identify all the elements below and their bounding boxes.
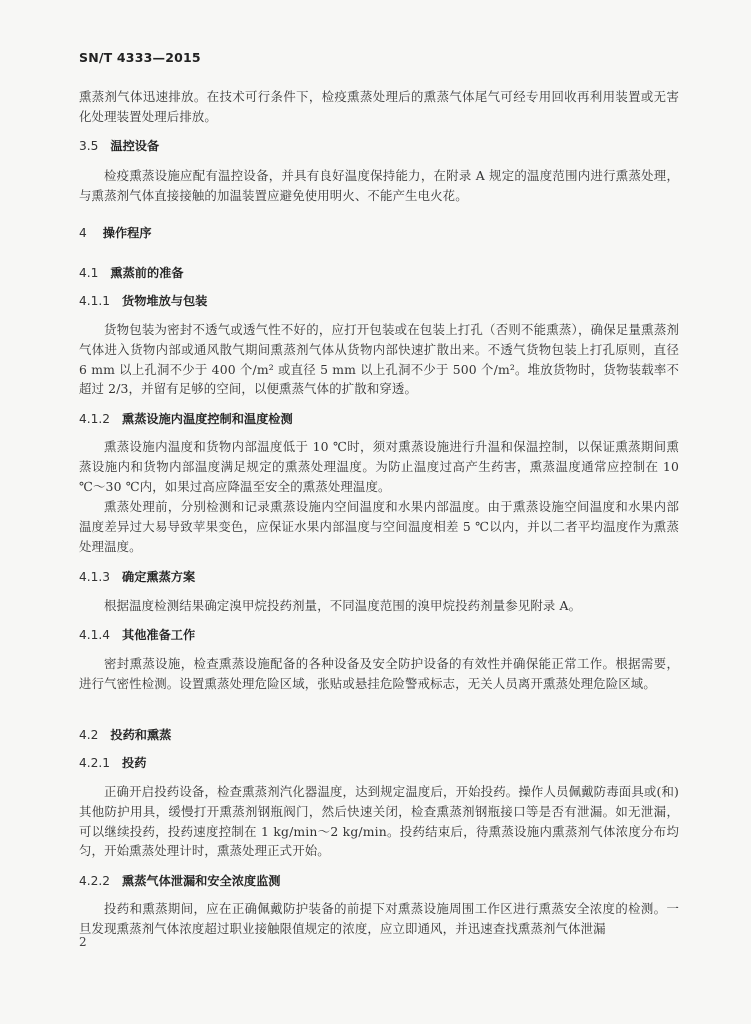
section-title: 温控设备 xyxy=(110,139,160,153)
section-4-2-2-paragraph: 投药和熏蒸期间，应在正确佩戴防护装备的前提下对熏蒸设施周围工作区进行熏蒸安全浓度的检测。一旦发现熏蒸剂气体浓度超过职业接触限值规定的浓度，应立即通风，并迅速查找熏蒸剂气体泄漏 xyxy=(79,901,679,936)
section-4-1-3-paragraph: 根据温度检测结果确定溴甲烷投药剂量，不同温度范围的溴甲烷投药剂量参见附录 A。 xyxy=(104,598,582,613)
section-4-2-2-heading xyxy=(79,872,280,889)
intro-paragraph: 熏蒸剂气体迅速排放。在技术可行条件下，检疫熏蒸处理后的熏蒸气体尾气可经专用回收再利用装置或无害化处理装置处理后排放。 xyxy=(79,89,679,124)
section-3-5-paragraph: 检疫熏蒸设施应配有温控设备，并具有良好温度保持能力，在附录 A 规定的温度范围内进行熏蒸处理，与熏蒸剂气体直接接触的加温装置应避免使用明火、不能产生电火花。 xyxy=(79,168,679,203)
section-number: 4.1.4 xyxy=(79,628,111,642)
page-number: 2 xyxy=(79,935,87,949)
section-4-1-heading xyxy=(79,264,184,281)
section-title: 确定熏蒸方案 xyxy=(122,570,196,584)
section-title: 货物堆放与包装 xyxy=(122,294,208,308)
section-number: 4.2 xyxy=(79,728,99,742)
section-number: 4 xyxy=(79,226,87,240)
section-number: 4.2.2 xyxy=(79,874,111,888)
section-4-heading xyxy=(79,224,152,241)
section-title: 熏蒸气体泄漏和安全浓度监测 xyxy=(122,874,281,888)
section-title: 熏蒸设施内温度控制和温度检测 xyxy=(122,412,293,426)
section-number: 4.1.3 xyxy=(79,570,111,584)
section-title: 投药 xyxy=(122,756,147,770)
section-number: 4.2.1 xyxy=(79,756,111,770)
section-title: 操作程序 xyxy=(102,226,152,240)
section-4-1-2-heading xyxy=(79,410,293,427)
section-title: 其他准备工作 xyxy=(122,628,196,642)
section-title: 投药和熏蒸 xyxy=(110,728,172,742)
section-title: 熏蒸前的准备 xyxy=(110,266,184,280)
section-4-1-2-paragraph-2: 熏蒸处理前，分别检测和记录熏蒸设施内空间温度和水果内部温度。由于熏蒸设施空间温度和水果内部温度差异过大易导致苹果变色，应保证水果内部温度与空间温度相差 5 ℃以内，并以二者平均温度作为熏蒸处理温度。 xyxy=(79,499,679,554)
section-number: 4.1.2 xyxy=(79,412,111,426)
section-4-2-heading xyxy=(79,726,171,743)
section-4-1-4-paragraph: 密封熏蒸设施，检查熏蒸设施配备的各种设备及安全防护设备的有效性并确保能正常工作。根据需要，进行气密性检测。设置熏蒸处理危险区域，张贴或悬挂危险警戒标志，无关人员离开熏蒸处理危险区域。 xyxy=(79,656,679,691)
section-3-5-heading xyxy=(79,137,159,154)
section-4-2-1-heading xyxy=(79,754,146,771)
section-4-1-4-heading xyxy=(79,626,195,643)
section-4-1-1-paragraph: 货物包装为密封不透气或透气性不好的，应打开包装或在包装上打孔（否则不能熏蒸），确保足量熏蒸剂气体进入货物内部或通风散气期间熏蒸剂气体从货物内部快速扩散出来。不透气货物包装上打孔原则，直径 6 mm 以上孔洞不少于 400 个/m² 或直径 5 mm 以上孔洞不少于 500 个/m²。堆放货物时，货物装载率不超过 2/3，并留有足够的空间，以便熏蒸气体的扩散和穿透。 xyxy=(79,322,679,397)
section-4-1-2-paragraph-1: 熏蒸设施内温度和货物内部温度低于 10 ℃时，须对熏蒸设施进行升温和保温控制，以保证熏蒸期间熏蒸设施内和货物内部温度满足规定的熏蒸处理温度。为防止温度过高产生药害，熏蒸温度通常应控制在 10 ℃～30 ℃内，如果过高应降温至安全的熏蒸处理温度。 xyxy=(79,439,679,494)
section-4-2-1-paragraph: 正确开启投药设备，检查熏蒸剂汽化器温度，达到规定温度后，开始投药。操作人员佩戴防毒面具或(和)其他防护用具，缓慢打开熏蒸剂钢瓶阀门，然后快速关闭，检查熏蒸剂钢瓶接口等是否有泄漏。如无泄漏，可以继续投药，投药速度控制在 1 kg/min～2 kg/min。投药结束后，待熏蒸设施内熏蒸剂气体浓度分布均匀，开始熏蒸处理计时，熏蒸处理正式开始。 xyxy=(79,784,679,859)
standard-code-header: SN/T 4333—2015 xyxy=(79,50,201,65)
section-number: 3.5 xyxy=(79,139,99,153)
section-number: 4.1.1 xyxy=(79,294,111,308)
section-4-1-1-heading xyxy=(79,292,207,309)
section-number: 4.1 xyxy=(79,266,99,280)
section-4-1-3-heading xyxy=(79,568,195,585)
